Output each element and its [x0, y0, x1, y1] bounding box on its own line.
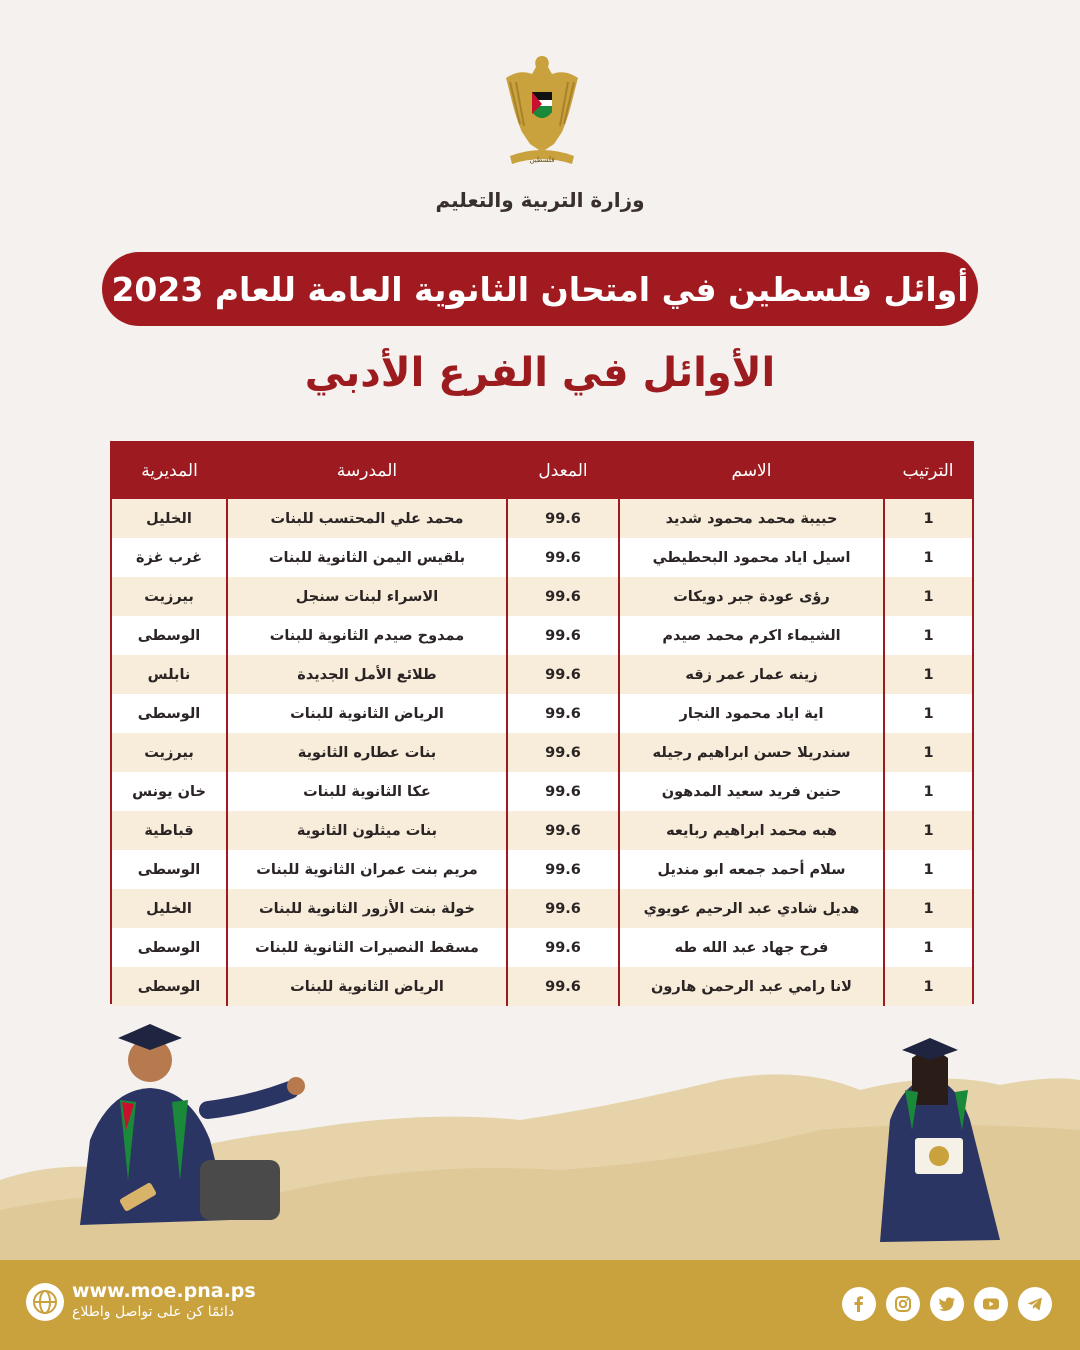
page-title-banner — [102, 252, 978, 326]
cell-rank: 1 — [884, 538, 972, 577]
cell-directorate: خان يونس — [112, 772, 227, 811]
instagram-icon[interactable] — [886, 1287, 920, 1321]
table-row — [112, 655, 972, 694]
cell-name: اسيل اياد محمود البحطيطي — [619, 538, 884, 577]
cell-name: سلام أحمد جمعه ابو منديل — [619, 850, 884, 889]
cell-school: ممدوح صيدم الثانوية للبنات — [227, 616, 507, 655]
cell-directorate: قباطية — [112, 811, 227, 850]
cell-school: عكا الثانوية للبنات — [227, 772, 507, 811]
cell-rank: 1 — [884, 967, 972, 1006]
cell-name: زينه عمار عمر زقه — [619, 655, 884, 694]
palestine-emblem-logo — [496, 52, 588, 176]
emblem-scroll-text: فلسطين — [529, 156, 555, 164]
page-title: أوائل فلسطين في امتحان الثانوية العامة للعام 2023 — [111, 269, 969, 309]
twitter-icon[interactable] — [930, 1287, 964, 1321]
cell-school: الرياض الثانوية للبنات — [227, 694, 507, 733]
table-row — [112, 733, 972, 772]
cell-average: 99.6 — [507, 967, 619, 1006]
cell-rank: 1 — [884, 811, 972, 850]
cell-directorate: بيرزيت — [112, 577, 227, 616]
cell-school: مريم بنت عمران الثانوية للبنات — [227, 850, 507, 889]
cell-school: طلائع الأمل الجديدة — [227, 655, 507, 694]
table-row — [112, 577, 972, 616]
cell-directorate: الوسطى — [112, 928, 227, 967]
table-row — [112, 889, 972, 928]
cell-name: لانا رامي عبد الرحمن هارون — [619, 967, 884, 1006]
header-rank: الترتيب — [884, 443, 972, 499]
cell-name: فرح جهاد عبد الله طه — [619, 928, 884, 967]
globe-icon[interactable] — [26, 1283, 64, 1321]
cell-average: 99.6 — [507, 694, 619, 733]
cell-average: 99.6 — [507, 889, 619, 928]
cell-average: 99.6 — [507, 811, 619, 850]
cell-directorate: الوسطى — [112, 850, 227, 889]
website-link[interactable]: www.moe.pna.ps — [72, 1280, 256, 1302]
cell-average: 99.6 — [507, 538, 619, 577]
branch-subtitle: الأوائل في الفرع الأدبي — [304, 350, 776, 396]
cell-name: حبيبة محمد محمود شديد — [619, 499, 884, 538]
cell-rank: 1 — [884, 850, 972, 889]
cell-school: مسقط النصيرات الثانوية للبنات — [227, 928, 507, 967]
ministry-name: وزارة التربية والتعليم — [435, 188, 645, 212]
cell-name: حنين فريد سعيد المدهون — [619, 772, 884, 811]
cell-directorate: الخليل — [112, 499, 227, 538]
cell-directorate: بيرزيت — [112, 733, 227, 772]
cell-rank: 1 — [884, 928, 972, 967]
cell-rank: 1 — [884, 499, 972, 538]
cell-school: محمد علي المحتسب للبنات — [227, 499, 507, 538]
table-row — [112, 694, 972, 733]
cell-average: 99.6 — [507, 733, 619, 772]
cell-rank: 1 — [884, 694, 972, 733]
cell-average: 99.6 — [507, 577, 619, 616]
cell-average: 99.6 — [507, 616, 619, 655]
cell-average: 99.6 — [507, 928, 619, 967]
cell-name: رؤى عودة جبر دويكات — [619, 577, 884, 616]
cell-rank: 1 — [884, 889, 972, 928]
cell-average: 99.6 — [507, 655, 619, 694]
cell-rank: 1 — [884, 772, 972, 811]
cell-name: هبه محمد ابراهيم ربايعه — [619, 811, 884, 850]
table-row — [112, 616, 972, 655]
table-row — [112, 928, 972, 967]
cell-directorate: الخليل — [112, 889, 227, 928]
cell-average: 99.6 — [507, 772, 619, 811]
table-row — [112, 850, 972, 889]
cell-school: بنات ميثلون الثانوية — [227, 811, 507, 850]
cell-directorate: الوسطى — [112, 967, 227, 1006]
header-average: المعدل — [507, 443, 619, 499]
table-header-row — [112, 443, 972, 499]
header-school: المدرسة — [227, 443, 507, 499]
cell-directorate: نابلس — [112, 655, 227, 694]
cell-directorate: الوسطى — [112, 694, 227, 733]
male-graduate-figure — [80, 1024, 305, 1225]
table-row — [112, 811, 972, 850]
cell-directorate: الوسطى — [112, 616, 227, 655]
header-name: الاسم — [619, 443, 884, 499]
cell-name: سندريلا حسن ابراهيم رجيله — [619, 733, 884, 772]
website-block — [72, 1280, 256, 1322]
graduation-illustration — [0, 1010, 1080, 1260]
table-row — [112, 538, 972, 577]
cell-school: الرياض الثانوية للبنات — [227, 967, 507, 1006]
cell-school: بلقيس اليمن الثانوية للبنات — [227, 538, 507, 577]
cell-school: خولة بنت الأزور الثانوية للبنات — [227, 889, 507, 928]
youtube-icon[interactable] — [974, 1287, 1008, 1321]
cell-rank: 1 — [884, 733, 972, 772]
header-directorate: المديرية — [112, 443, 227, 499]
table-row — [112, 499, 972, 538]
facebook-icon[interactable] — [842, 1287, 876, 1321]
table-row — [112, 772, 972, 811]
cell-name: هديل شادي عبد الرحيم عويوي — [619, 889, 884, 928]
footer-tagline: دائمًا كن على تواصل واطلاع — [72, 1304, 235, 1320]
cell-rank: 1 — [884, 655, 972, 694]
cell-average: 99.6 — [507, 850, 619, 889]
cell-average: 99.6 — [507, 499, 619, 538]
cell-directorate: غرب غزة — [112, 538, 227, 577]
cell-rank: 1 — [884, 577, 972, 616]
social-links — [842, 1287, 1052, 1321]
cell-school: الاسراء لبنات سنجل — [227, 577, 507, 616]
cell-name: الشيماء اكرم محمد صيدم — [619, 616, 884, 655]
cell-school: بنات عطاره الثانوية — [227, 733, 507, 772]
results-table — [110, 441, 974, 1004]
telegram-icon[interactable] — [1018, 1287, 1052, 1321]
cell-name: اية اياد محمود النجار — [619, 694, 884, 733]
table-row — [112, 967, 972, 1006]
cell-rank: 1 — [884, 616, 972, 655]
